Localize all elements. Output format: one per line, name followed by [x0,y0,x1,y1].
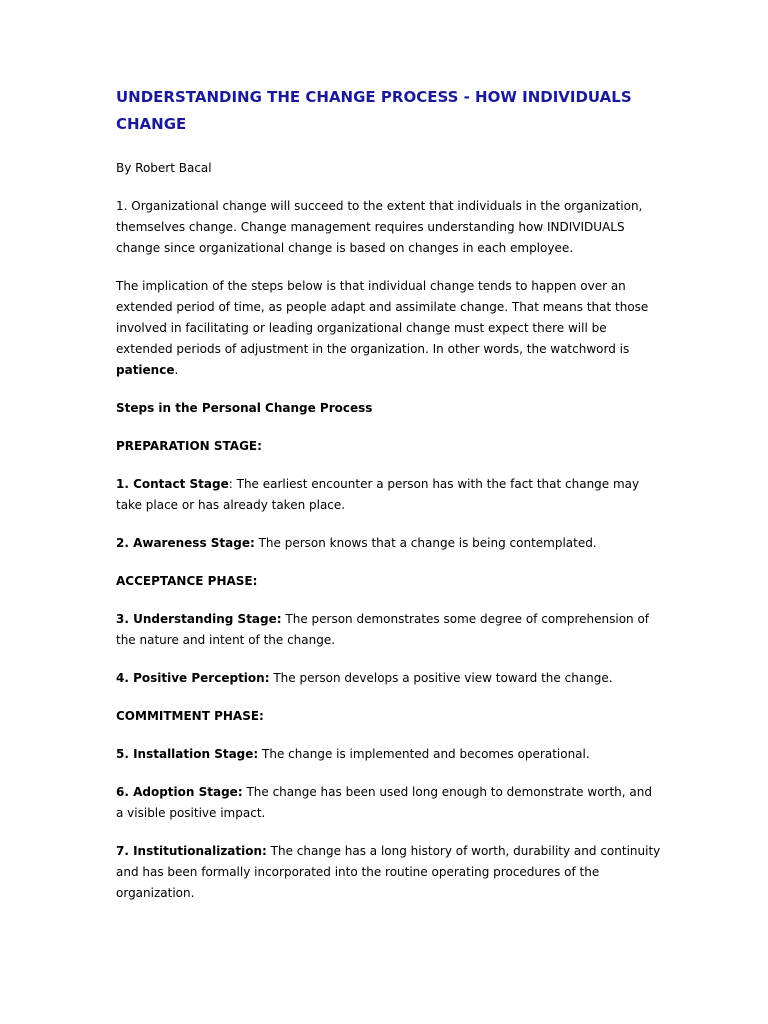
step-label: 5. Installation Stage: [116,747,259,761]
step-text: : The earliest encounter a person has with the fact that change may take place or has already taken place. [116,477,640,512]
phase-heading-text: COMMITMENT PHASE: [116,709,264,723]
implication-emphasis: patience [116,363,175,377]
author-byline: By Robert Bacal [116,161,212,175]
steps-heading [116,398,661,419]
step-text: The person knows that a change is being contemplated. [254,536,597,550]
step-item-positive-perception [116,668,661,689]
step-label: 2. Awareness Stage: [116,536,255,550]
step-item-institutionalization [116,841,661,904]
step-item-awareness [116,533,661,554]
step-text: The person demonstrates some degree of comprehension of the nature and intent of the change. [116,612,650,647]
step-text: The change has a long history of worth, durability and continuity and has been formally incorporated into the routine operating procedures of the organization. [116,844,661,900]
implication-text: The implication of the steps below is that individual change tends to happen over an extended period of time, as people adapt and assimilate change. That means that those involved in facilitating or leading organizational change must expect there will be extended periods of adjustment in the organization. In other words, the watchword is [116,279,649,356]
phase-heading-preparation [116,436,661,457]
implication-end: . [174,363,179,377]
step-label: 1. Contact Stage [116,477,229,491]
step-text: The person develops a positive view toward the change. [269,671,613,685]
step-label: 7. Institutionalization: [116,844,267,858]
steps-heading-text: Steps in the Personal Change Process [116,401,373,415]
step-item-understanding [116,609,661,651]
step-text: The change has been used long enough to demonstrate worth, and a visible positive impact. [116,785,652,820]
step-label: 3. Understanding Stage: [116,612,282,626]
document-title: UNDERSTANDING THE CHANGE PROCESS - HOW INDIVIDUALS CHANGE [116,88,632,133]
implication-paragraph [116,276,661,381]
phase-heading-text: PREPARATION STAGE: [116,439,262,453]
step-item-contact [116,474,661,516]
document-page [116,84,661,904]
phase-heading-commitment [116,706,661,727]
phase-heading-acceptance [116,571,661,592]
phase-heading-text: ACCEPTANCE PHASE: [116,574,258,588]
step-item-adoption [116,782,661,824]
step-text: The change is implemented and becomes operational. [258,747,590,761]
intro-paragraph: 1. Organizational change will succeed to the extent that individuals in the organization, themselves change. Change management requires understanding how INDIVIDUALS change since organizational change is based on changes in each employee. [116,199,643,255]
step-item-installation [116,744,661,765]
step-label: 6. Adoption Stage: [116,785,243,799]
step-label: 4. Positive Perception: [116,671,270,685]
